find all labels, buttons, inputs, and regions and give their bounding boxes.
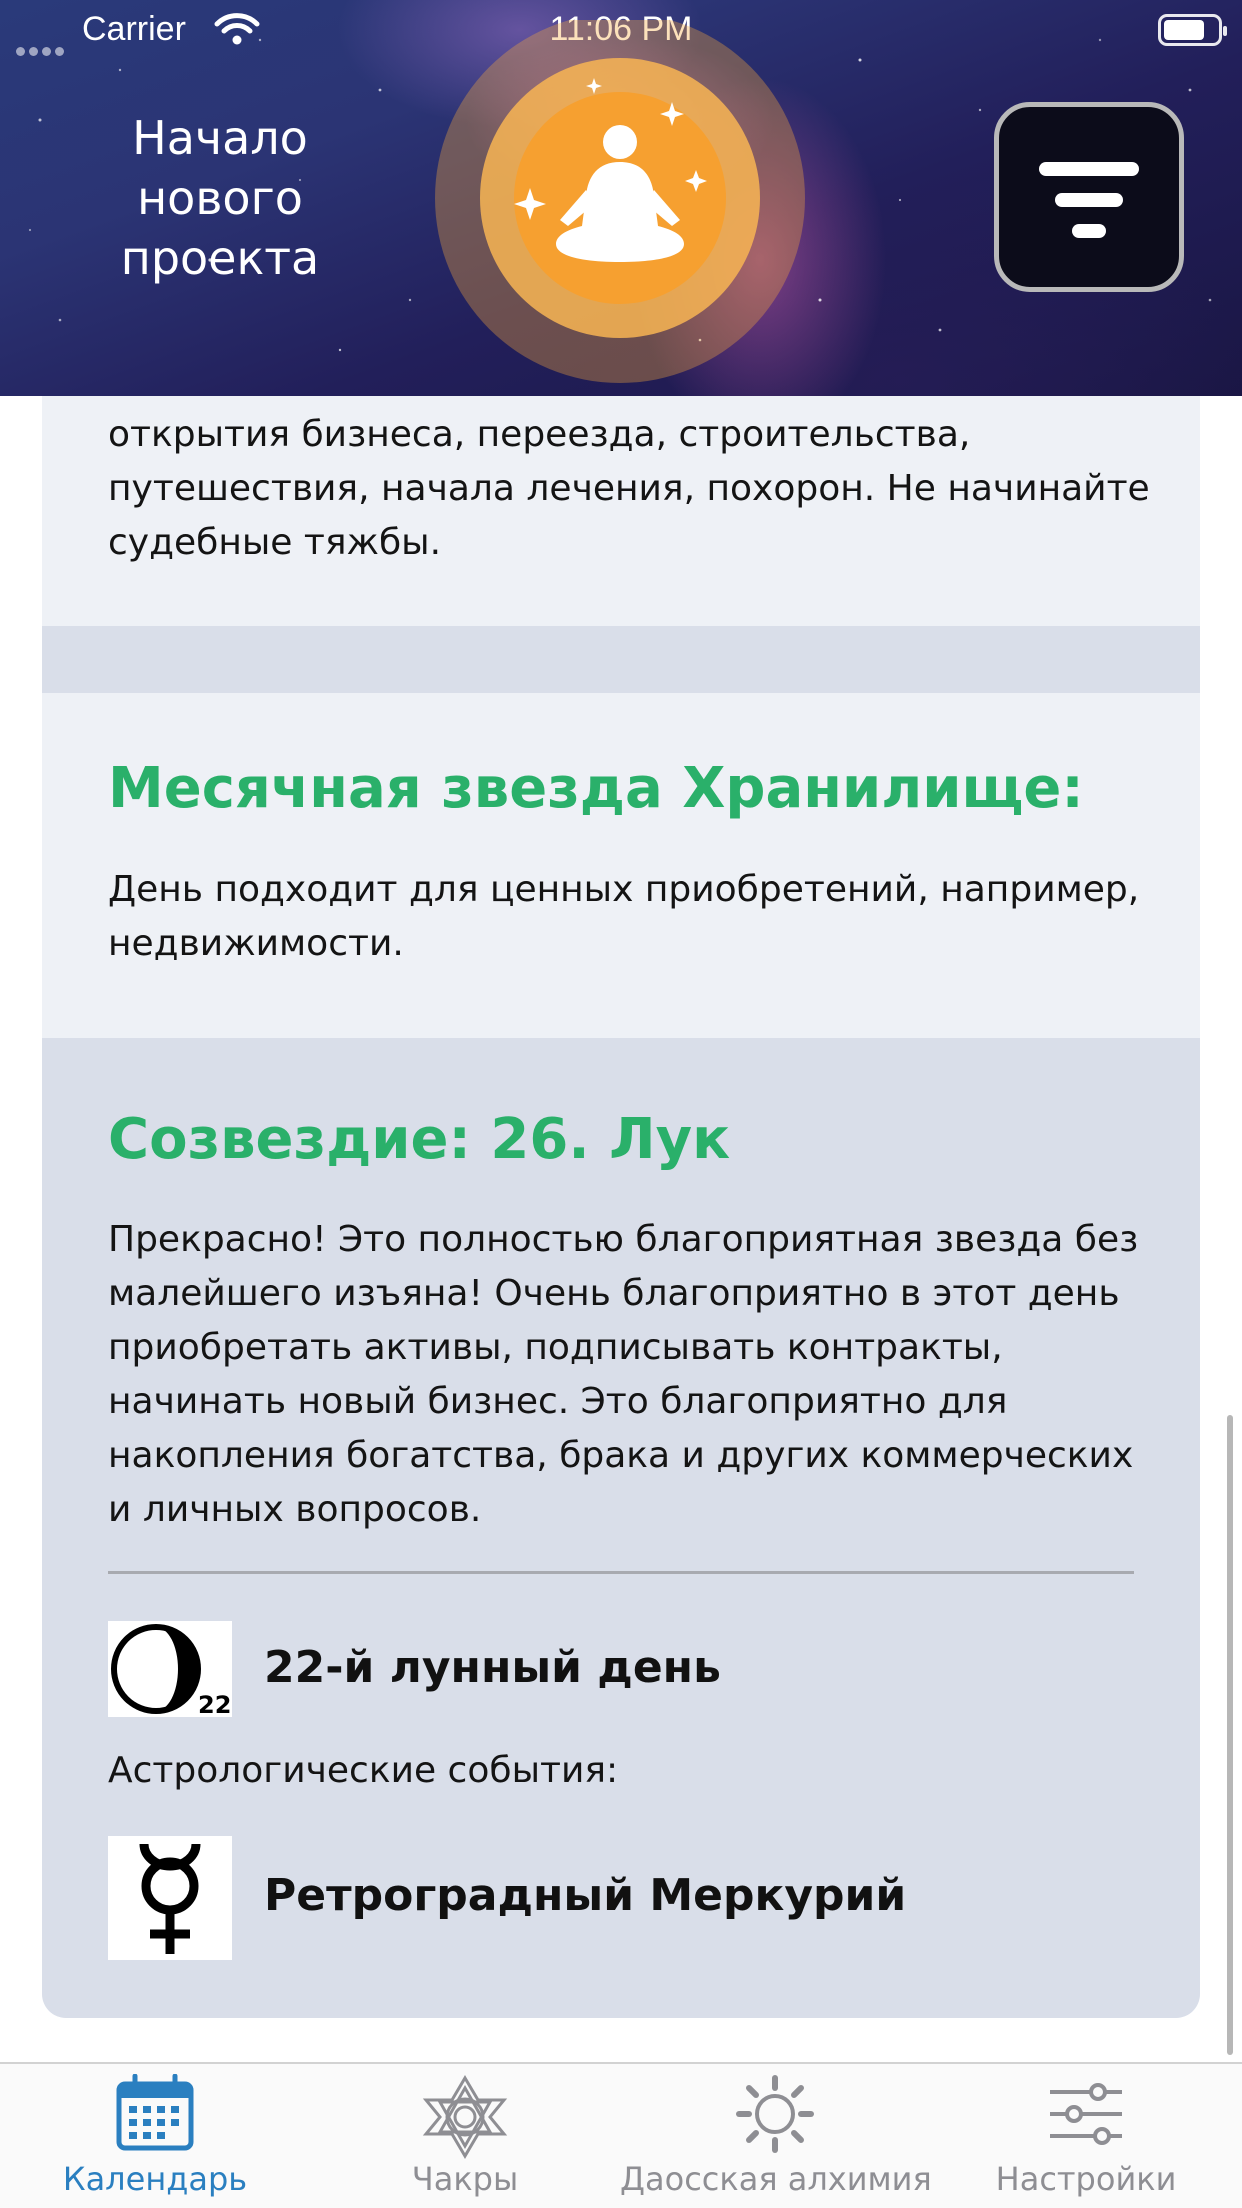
section-monthly-star: [42, 693, 1200, 1038]
chakra-icon: [420, 2074, 510, 2160]
tab-label: Даосская алхимия: [620, 2160, 932, 2198]
section-text: открытия бизнеса, переезда, строительства, путешествия, начала лечения, похорон. Не начинайте судебные тяжбы.: [108, 414, 1150, 563]
constellation-text: Прекрасно! Это полностью благоприятная звезда без малейшего изъяна! Очень благоприятно в этот день приобретать активы, подписывать контракты, начинать новый бизнес. Это благоприятно для накопления богатства, брака и других коммерческих и личных вопросов.: [108, 1219, 1139, 1530]
day-details-card: [42, 396, 1200, 2018]
tab-label: Чакры: [411, 2160, 519, 2198]
meditation-icon[interactable]: [434, 20, 806, 392]
sliders-icon: [1046, 2074, 1126, 2154]
tab-calendar[interactable]: [40, 2064, 270, 2208]
tab-taoist-alchemy[interactable]: [620, 2064, 930, 2208]
battery-icon: [1158, 14, 1222, 46]
lunar-day-label: 22-й лунный день: [264, 1642, 721, 1693]
header: [0, 0, 1242, 396]
filter-icon: [999, 107, 1179, 287]
moon-phase-icon: [108, 1621, 232, 1717]
tab-bar: [0, 2062, 1242, 2208]
calendar-icon: [115, 2074, 195, 2154]
scrollbar[interactable]: [1227, 1415, 1233, 2055]
divider: [108, 1571, 1134, 1574]
carrier-name: Carrier: [82, 10, 186, 48]
section-text: День подходит для ценных приобретений, например, недвижимости.: [108, 869, 1140, 964]
tab-chakras[interactable]: [350, 2064, 580, 2208]
astro-event-label: Ретроградный Меркурий: [264, 1870, 907, 1921]
constellation-title: Созвездие: 26. Лук: [108, 1107, 731, 1172]
page-title: Начало нового проекта: [120, 111, 320, 285]
tab-label: Настройки: [995, 2160, 1177, 2198]
status-time: 11:06 PM: [549, 10, 693, 48]
section-recommendations: [42, 396, 1200, 626]
tab-settings[interactable]: [976, 2064, 1196, 2208]
sun-icon: [735, 2074, 815, 2154]
section-title: Месячная звезда Хранилище:: [108, 756, 1084, 821]
tab-label: Календарь: [62, 2160, 248, 2198]
astro-events-heading: Астрологические события:: [108, 1750, 619, 1791]
moon-phase-badge: 22: [198, 1691, 232, 1717]
filter-button[interactable]: [994, 102, 1184, 292]
mercury-icon: [108, 1836, 232, 1960]
